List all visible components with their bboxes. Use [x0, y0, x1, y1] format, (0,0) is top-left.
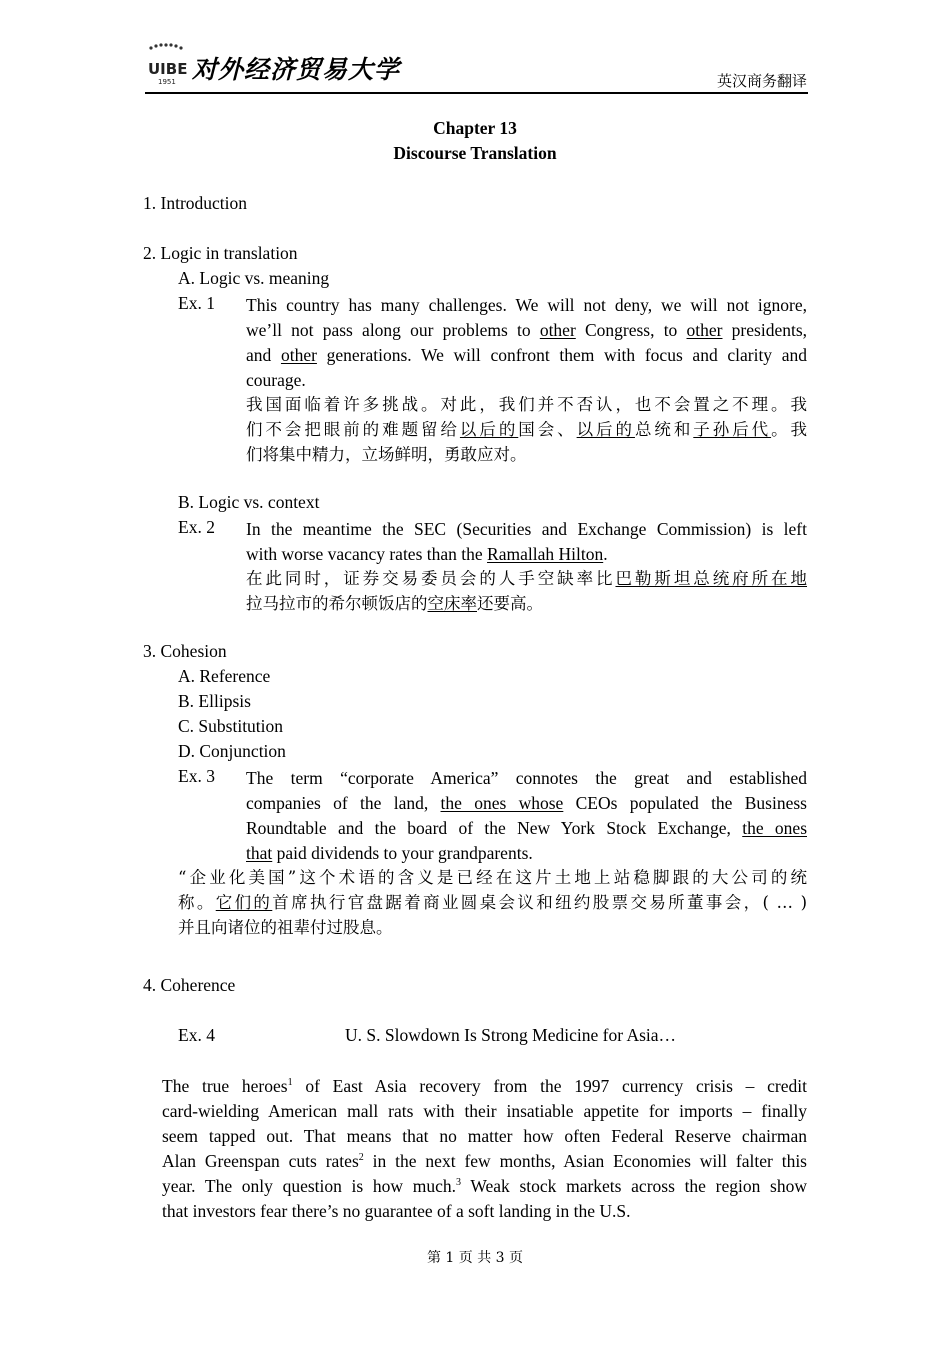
- course-title: 英汉商务翻译: [716, 72, 807, 90]
- example-2-english: In the meantime the SEC (Securities and Exchange Commission) is left with worse vacancy rates than the Ramallah Hilton.: [246, 519, 807, 564]
- chapter-subtitle: Discourse Translation: [393, 143, 557, 163]
- chapter-title: Chapter 13: [433, 118, 517, 138]
- subsection-logic-meaning: A. Logic vs. meaning: [178, 268, 330, 288]
- section-cohesion: 3. Cohesion: [143, 641, 227, 661]
- svg-text:UIBE: UIBE: [148, 60, 188, 78]
- page-number: 第 1 页 共 3 页: [426, 1250, 524, 1266]
- example-label: Ex. 2: [178, 517, 215, 537]
- section-logic: 2. Logic in translation: [143, 243, 298, 263]
- example-label: Ex. 1: [178, 293, 215, 313]
- cohesion-item-substitution: C. Substitution: [178, 716, 284, 736]
- example-3-english: The term “corporate America” connotes the great and established companies of the land, the ones whose CEOs populated the Business Roundtable and the board of the New York Stock Exchange, the ones that paid dividends to your grandparents.: [246, 768, 807, 863]
- cohesion-item-reference: A. Reference: [178, 666, 271, 686]
- cohesion-item-ellipsis: B. Ellipsis: [178, 691, 251, 711]
- example-1-chinese: 我国面临着许多挑战。对此，我们并不否认，也不会置之不理。我 们不会把眼前的难题留给以后的国会、以后的总统和子孙后代。我 们将集中精力，立场鲜明，勇敢应对。: [246, 395, 808, 464]
- subsection-logic-context: B. Logic vs. context: [178, 492, 320, 512]
- header-divider: [145, 92, 808, 94]
- example-4-paragraph: The true heroes$^1$ of East Asia recovery from the 1997 currency crisis – credit card-wielding American mall rats with their insatiable appetite for imports – finally seem tapped out. That means that no matter how often Federal Reserve chairman Alan Greenspan cuts rates$^2$ in the next few months, Asian Economies will falter this year. The only question is how much.$^3$ Weak stock markets across the region show that investors fear there’s no guarantee of a soft landing in the U.S.: [162, 1076, 807, 1221]
- example-4-headline: U. S. Slowdown Is Strong Medicine for Asia…: [345, 1025, 677, 1045]
- section-introduction: 1. Introduction: [143, 193, 248, 213]
- university-name: 对外经济贸易大学: [192, 55, 401, 84]
- example-label: Ex. 3: [178, 766, 215, 786]
- svg-text:1951: 1951: [158, 78, 176, 86]
- example-3-chinese: “企业化美国”这个术语的含义是已经在这片土地上站稳脚跟的大公司的统 称。它们的首席执行官盘踞着商业圆桌会议和纽约股票交易所董事会，( … ) 并且向诸位的祖辈付过股息。: [178, 868, 808, 937]
- example-2-chinese: 在此同时，证券交易委员会的人手空缺率比巴勒斯坦总统府所在地 拉马拉市的希尔顿饭店的空床率还要高。: [246, 569, 808, 613]
- uibe-emblem-icon: [145, 42, 193, 86]
- section-coherence: 4. Coherence: [143, 975, 236, 995]
- example-1-english: This country has many challenges. We will not deny, we will not ignore, we’ll not pass along our problems to other Congress, to other presidents, and other generations. We will confront them with focus and clarity and courage.: [246, 295, 808, 390]
- example-label: Ex. 4: [178, 1025, 215, 1045]
- cohesion-item-conjunction: D. Conjunction: [178, 741, 286, 761]
